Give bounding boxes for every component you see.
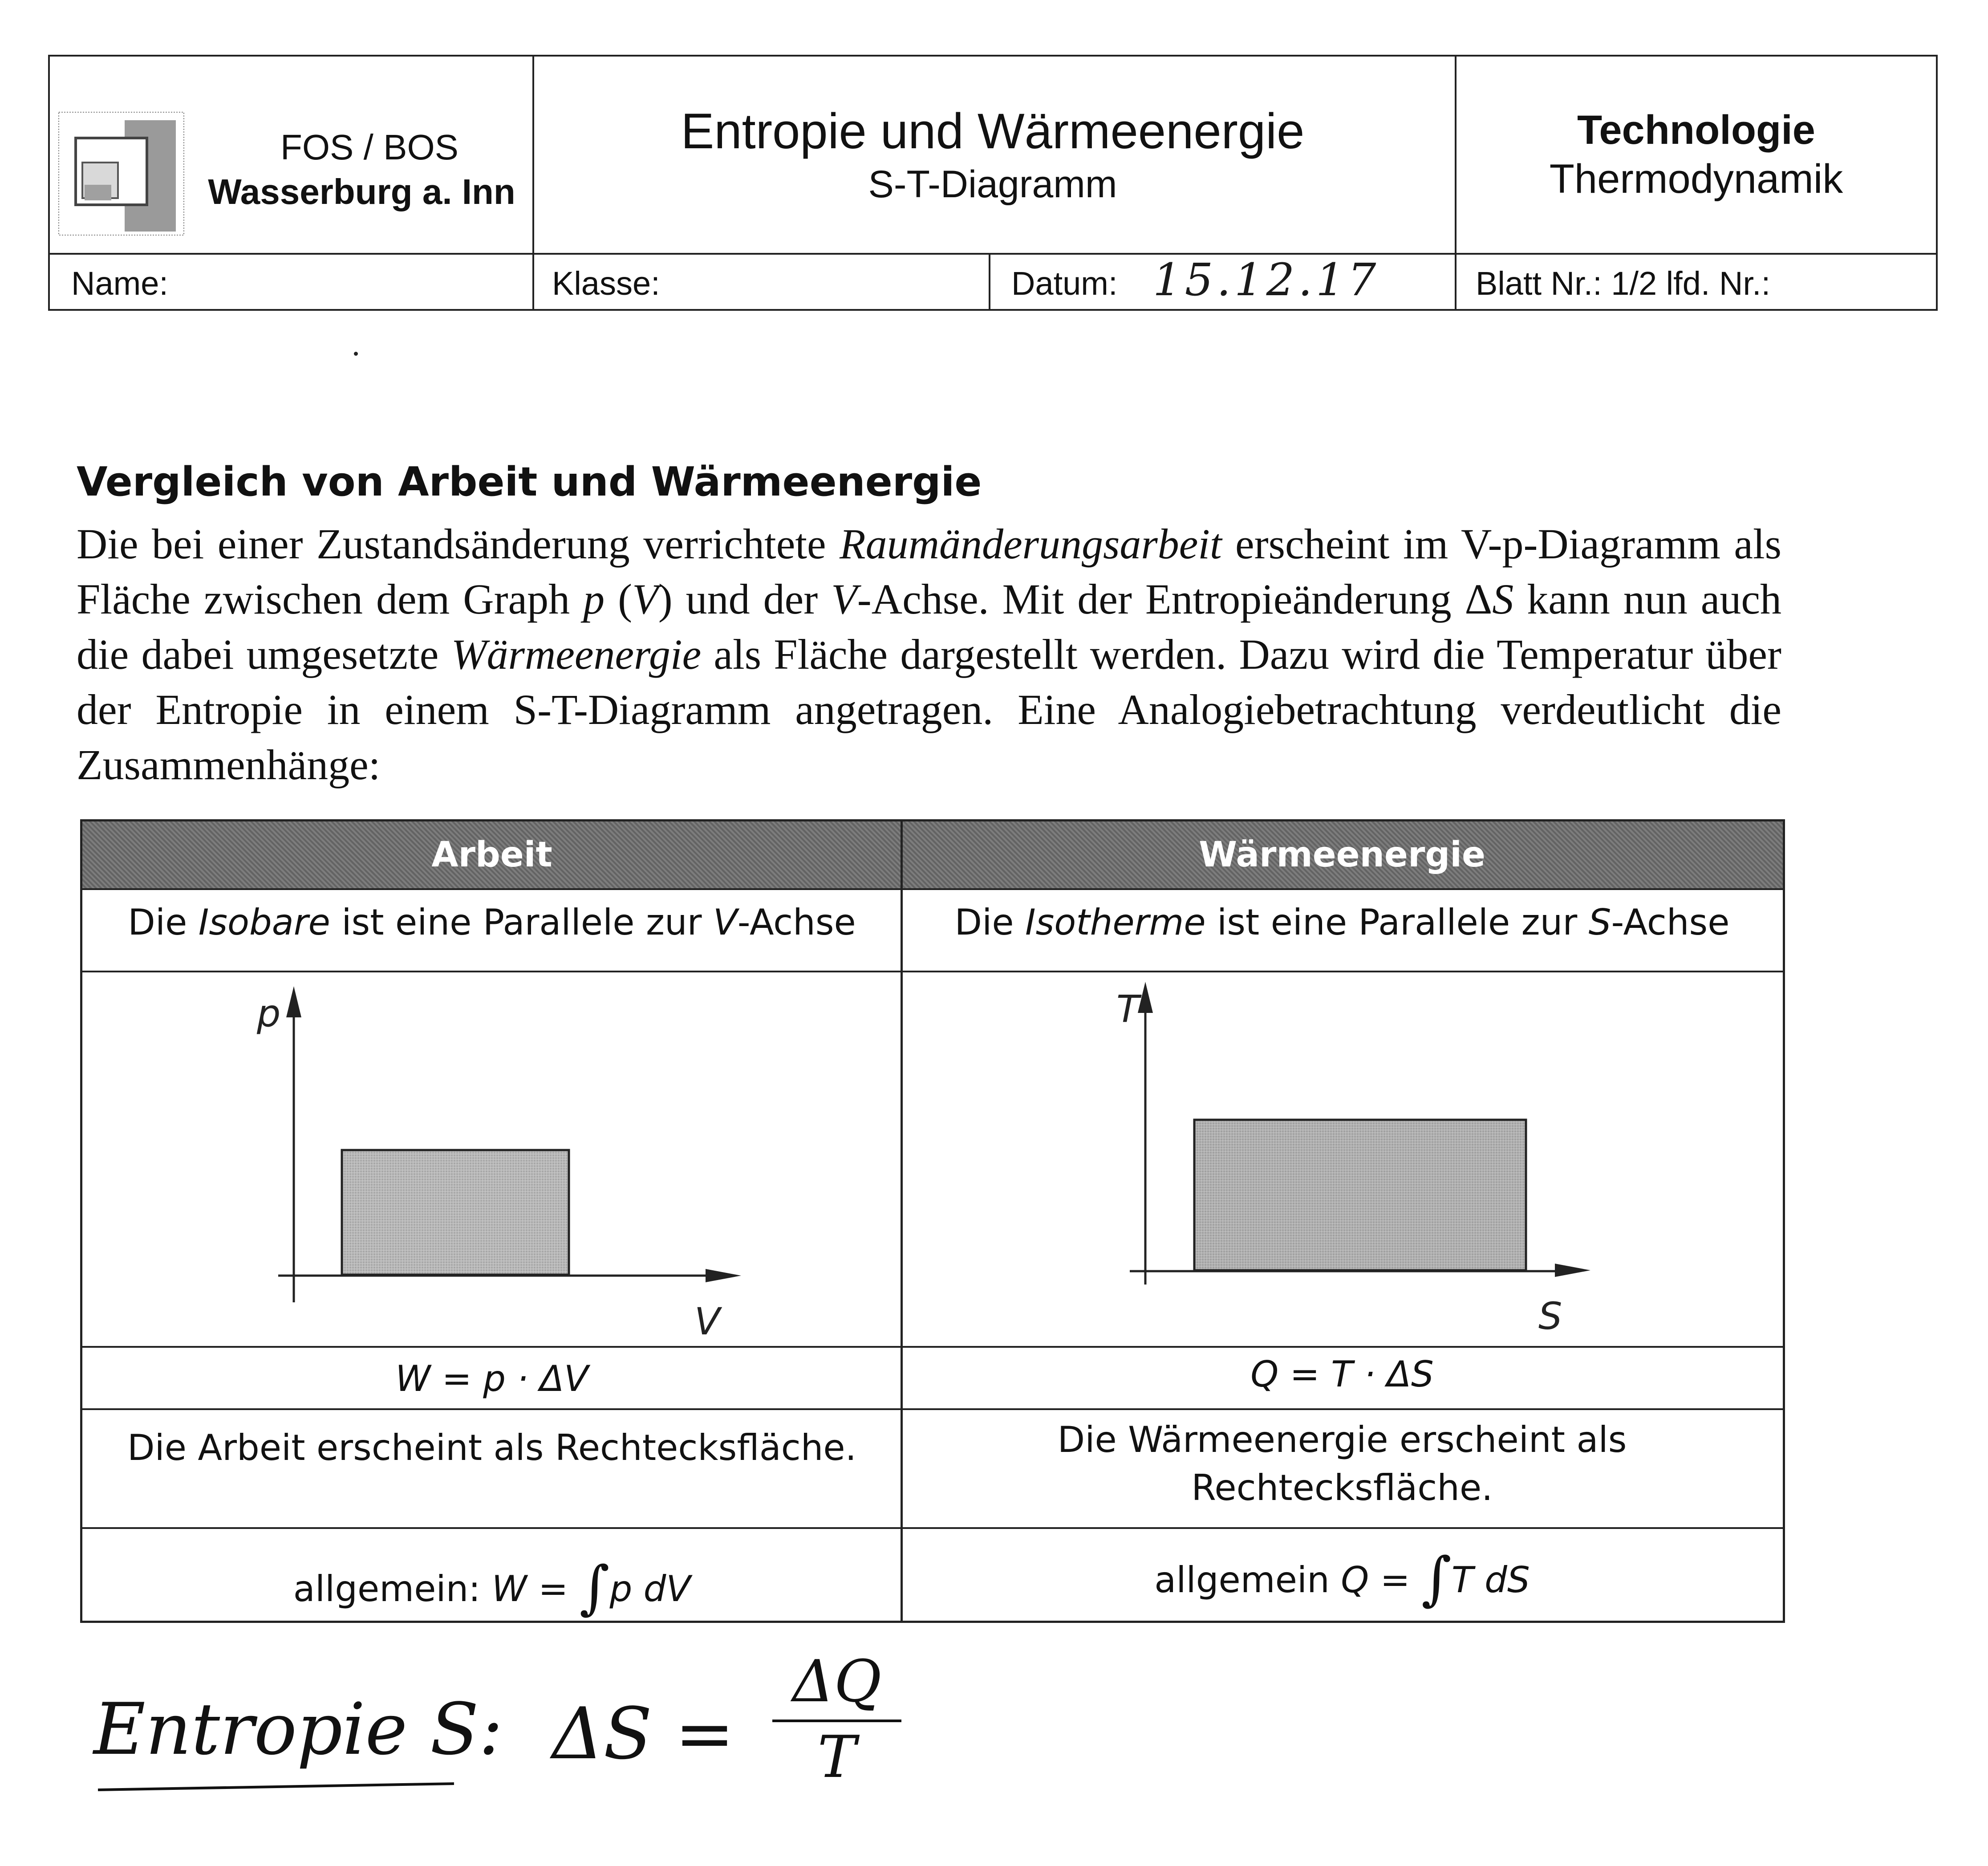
header-divider [989,253,990,309]
section-heading: Vergleich von Arbeit und Wärmeenergie [77,459,982,505]
handwritten-formula-lhs: ΔS = [552,1692,735,1775]
formula-lhs: W = [491,1568,580,1610]
paragraph-emphasis: p [583,575,605,623]
paragraph-text: erscheint im V-p-Diagramm als Fläche zwischen dem Graph [77,520,1782,623]
paragraph-text: Die bei einer Zustandsänderung verrichtete [77,520,840,568]
date-field-label: Datum: [1011,265,1118,302]
name-field-label: Name: [71,265,168,302]
pv-y-label: p [257,992,281,1035]
work-formula: W = p · ΔV [395,1358,588,1399]
cell-text: ist eine Parallele zur [1205,902,1589,943]
paragraph-text: ) und der [658,575,832,623]
school-logo [58,111,185,236]
sheet-number-label: Blatt Nr.: 1/2 lfd. Nr.: [1476,265,1771,302]
handwritten-denominator: T [817,1723,856,1791]
formula-prefix: allgemein [1154,1559,1341,1601]
paragraph-text: kann nun auch die dabei umgesetzte [77,575,1782,678]
document-title: Entropie und Wärmeenergie [681,103,1305,159]
integral-sign: ∫ [579,1553,610,1621]
date-value-handwritten: 15.12.17 [1153,254,1380,306]
handwritten-numerator: ΔQ [792,1647,882,1715]
document-subtitle: S-T-Diagramm [868,163,1117,206]
formula-rhs: p dV [609,1568,691,1610]
formula-lhs: Q = [1341,1559,1422,1601]
class-field-label: Klasse: [552,265,660,302]
cell-emphasis: V [713,902,738,943]
ts-y-arrow [1138,982,1153,1013]
isobar-statement [82,902,901,943]
ts-diagram [903,973,1783,1345]
pv-x-arrow [706,1269,741,1282]
cell-emphasis: S [1588,902,1611,943]
school-name-line-2: Wasserburg a. Inn [208,172,515,211]
heat-description-line-1: Die Wärmeenergie erscheint als [1057,1419,1627,1460]
cell-text: Die [954,902,1026,943]
cell-text: -Achse [737,902,856,943]
heat-formula: Q = T · ΔS [1250,1354,1434,1395]
handwritten-underline [98,1782,454,1791]
cell-text: -Achse [1611,902,1730,943]
ts-y-label: T [1116,987,1140,1031]
paragraph-emphasis: Raumänderungsarbeit [840,520,1222,568]
paragraph-emphasis: V [831,575,857,623]
ts-x-label: S [1538,1294,1562,1338]
subject-topic: Thermodynamik [1549,156,1843,202]
table-divider [82,1408,1783,1410]
school-name-line-1: FOS / BOS [280,127,459,167]
pv-work-area [342,1150,569,1275]
cell-emphasis: Isobare [198,902,330,943]
paragraph-emphasis: S [1492,575,1514,623]
table-divider [82,971,1783,972]
formula-rhs: T dS [1451,1559,1530,1601]
formula-prefix: allgemein: [293,1568,492,1610]
ts-heat-area [1194,1120,1526,1270]
paragraph-text: -Achse. Mit der Entropieänderung Δ [857,575,1493,623]
paragraph-text: als Fläche dargestellt werden. Dazu wird die Temperatur über der Entropie in einem S-T-Diagramm angetragen. Eine Analogiebetrachtung verdeutlicht die Zusammenhänge: [77,630,1782,789]
paragraph-emphasis: Wärmeenergie [451,630,702,678]
comparison-table [80,819,1785,1623]
table-divider [82,888,1783,890]
pv-diagram [82,973,901,1345]
pv-x-label: V [694,1300,720,1343]
table-divider [82,1527,1783,1529]
heat-description-line-2: Rechtecksfläche. [1191,1467,1493,1508]
cell-text: Die [128,902,199,943]
heat-description [901,1416,1783,1512]
work-description: Die Arbeit erscheint als Rechtecksfläche. [127,1427,857,1468]
cell-text: ist eine Parallele zur [330,902,713,943]
subject-title: Technologie [1577,107,1815,153]
stray-dot [354,352,358,356]
heat-integral-formula [901,1538,1783,1612]
paragraph-text: ( [605,575,633,623]
pv-y-arrow [286,986,301,1017]
table-header-work: Arbeit [82,821,901,888]
paragraph-emphasis: V [632,575,658,623]
cell-emphasis: Isotherme [1025,902,1206,943]
isotherm-statement [901,902,1783,943]
handwritten-label: Entropie S: [93,1687,503,1771]
ts-x-arrow [1555,1264,1590,1277]
table-header-heat: Wärmeenergie [901,821,1783,888]
integral-sign: ∫ [1421,1545,1452,1612]
handwritten-fraction-bar [772,1720,901,1722]
header-divider [50,253,1936,255]
table-divider [82,1346,1783,1348]
intro-paragraph [77,516,1781,793]
work-integral-formula [82,1547,901,1621]
